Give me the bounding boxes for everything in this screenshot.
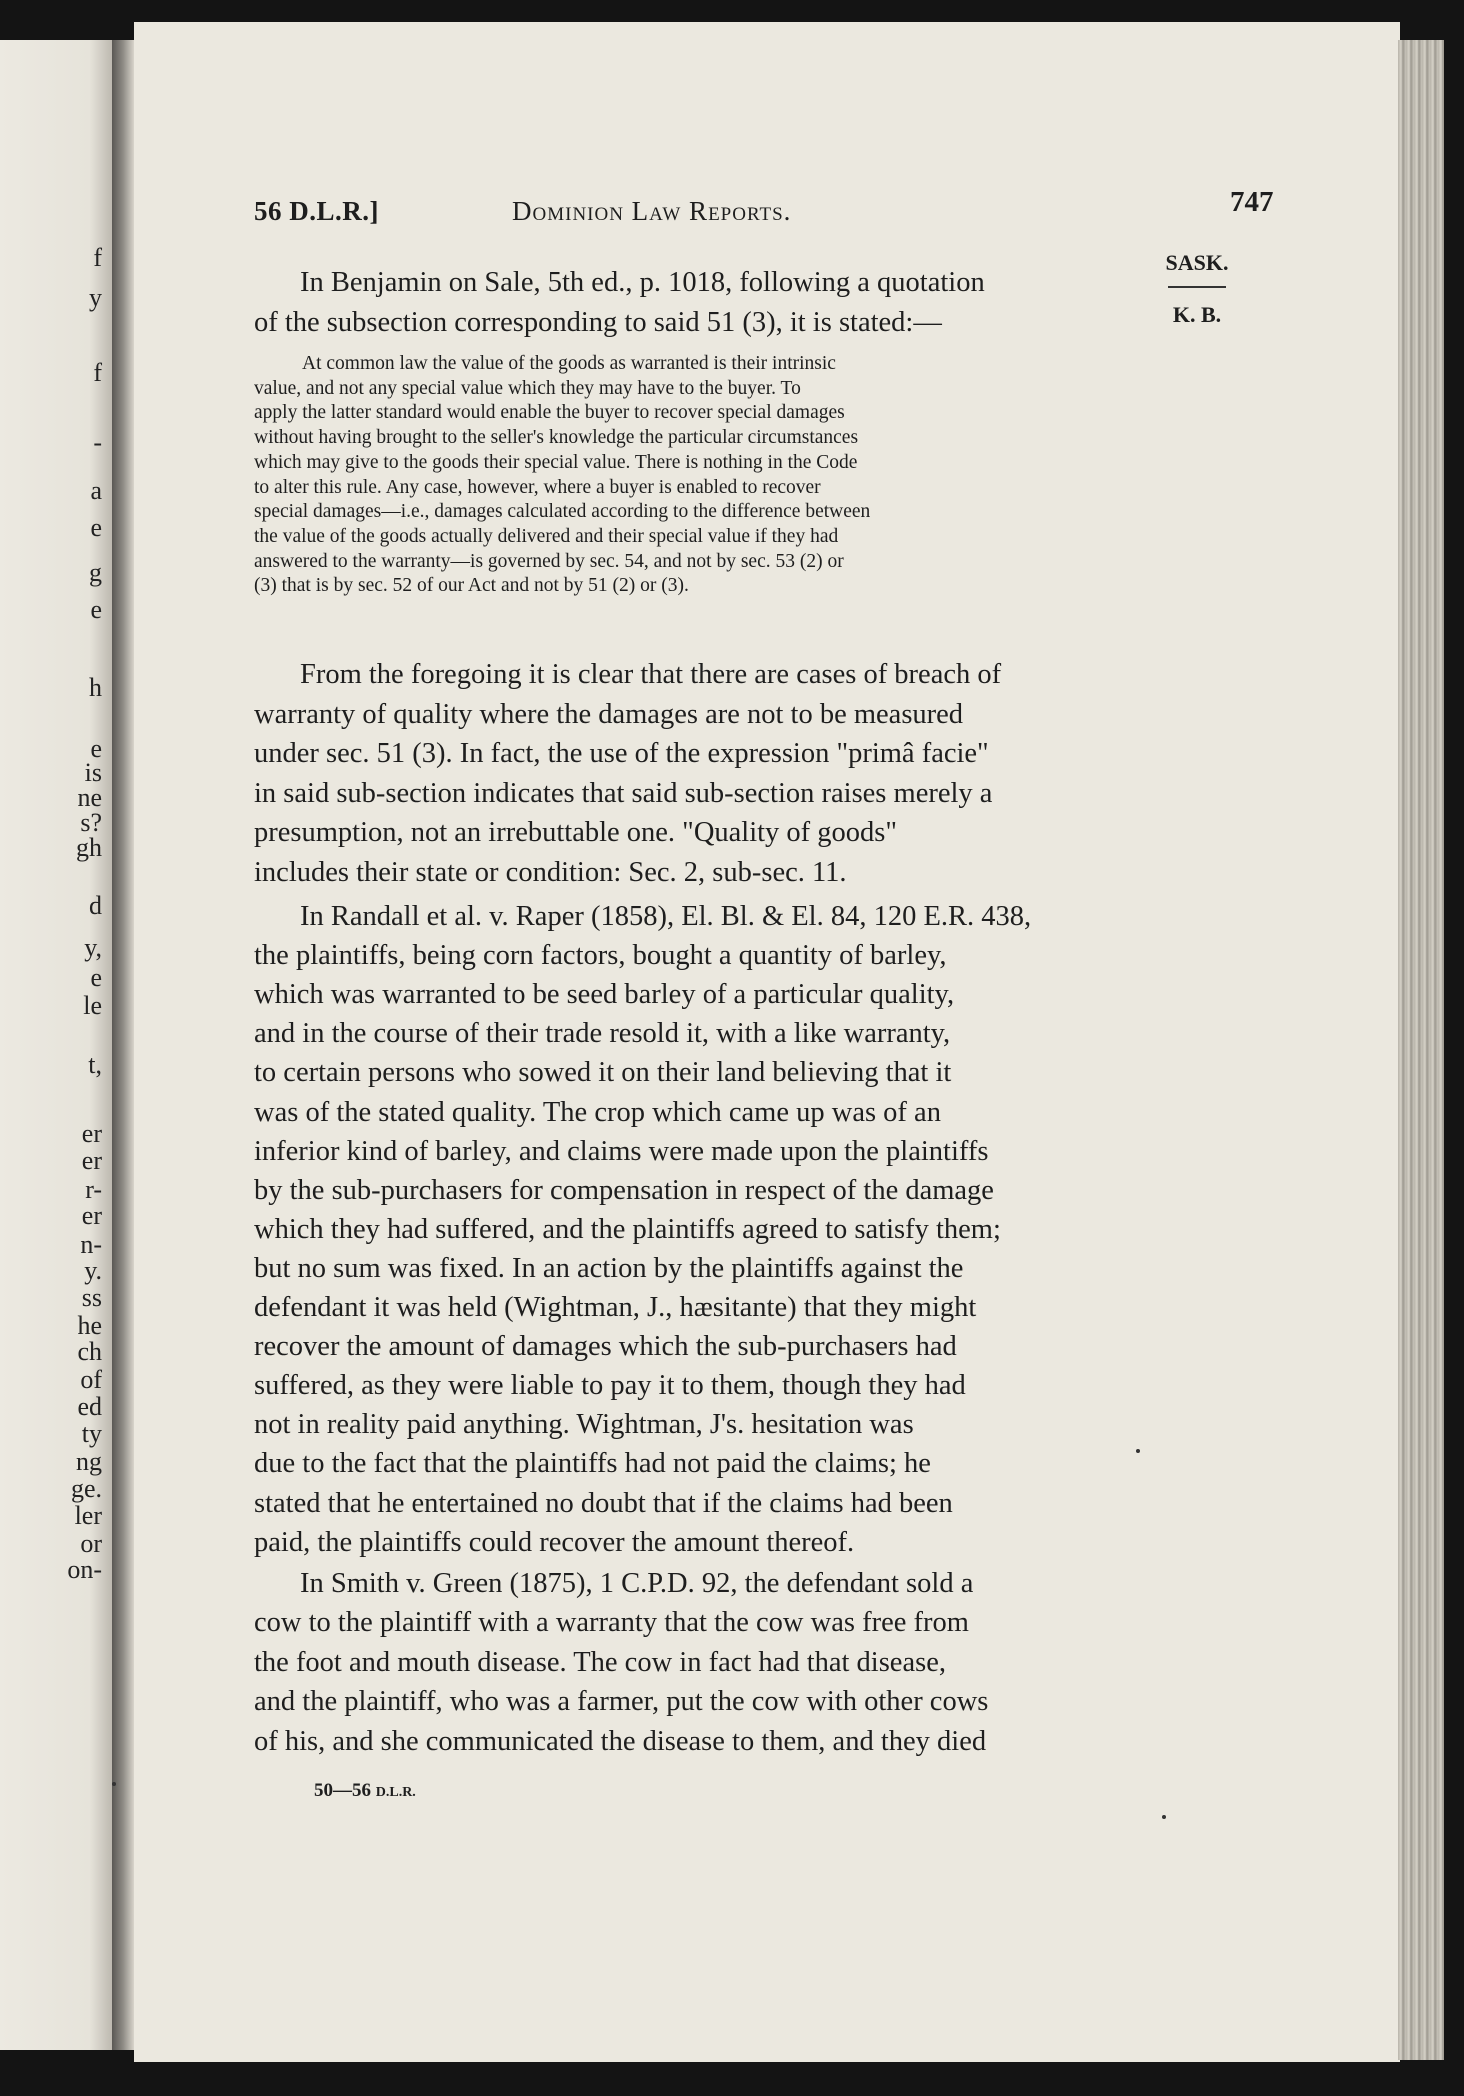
- left-page-fragment: s?: [80, 808, 102, 837]
- side-note-rule: [1168, 286, 1226, 288]
- text-line: presumption, not an irrebuttable one. "Quality of goods": [254, 817, 898, 849]
- text-line: of the subsection corresponding to said 51 (3), it is stated:—: [254, 307, 942, 338]
- text-line: the foot and mouth disease. The cow in fact had that disease,: [254, 1646, 946, 1678]
- text-line: cow to the plaintiff with a warranty that the cow was free from: [254, 1607, 969, 1639]
- signature-number: 50—56: [314, 1780, 371, 1801]
- page-title: Dominion Law Reports.: [512, 196, 792, 226]
- left-page-fragment: y: [89, 283, 102, 312]
- text-line: In Smith v. Green (1875), 1 C.P.D. 92, the defendant sold a: [300, 1568, 974, 1599]
- left-page-margin: [0, 40, 112, 2050]
- signature-mark: [314, 1780, 416, 1802]
- left-page-fragment: ne: [77, 783, 102, 812]
- left-page-fragment: ng: [76, 1447, 102, 1476]
- text-line: From the foregoing it is clear that there are cases of breach of: [300, 659, 1002, 690]
- side-note-court: K. B.: [1172, 302, 1222, 327]
- text-line: the value of the goods actually delivered and their special value if they had: [254, 525, 839, 547]
- left-page-fragment: ch: [77, 1337, 102, 1366]
- left-page-fragment: e: [90, 595, 102, 624]
- text-line: stated that he entertained no doubt that if the claims had been: [254, 1487, 953, 1519]
- text-line: but no sum was fixed. In an action by the plaintiffs against the: [254, 1252, 964, 1284]
- text-line: not in reality paid anything. Wightman, J's. hesitation was: [254, 1409, 914, 1441]
- text-line: defendant it was held (Wightman, J., hæsitante) that they might: [254, 1292, 977, 1323]
- left-page-fragment: h: [89, 673, 102, 702]
- left-page-fragment: -: [93, 428, 102, 457]
- left-page-fragment: ge.: [70, 1474, 102, 1503]
- left-page-fragment: y,: [84, 933, 102, 962]
- left-page-fragment: e: [90, 963, 102, 992]
- signature-abbr: D.L.R.: [375, 1785, 416, 1800]
- left-page-fragment: er: [81, 1146, 102, 1175]
- text-line: due to the fact that the plaintiffs had not paid the claims; he: [254, 1448, 931, 1480]
- page-edges: [1398, 40, 1444, 2060]
- text-line: which may give to the goods their special value. There is nothing in the Code: [254, 451, 858, 473]
- left-page-fragment: t,: [88, 1050, 102, 1079]
- left-page-fragment: is: [84, 758, 102, 787]
- left-page-fragment: he: [77, 1311, 102, 1340]
- text-line: (3) that is by sec. 52 of our Act and not by 51 (2) or (3).: [254, 575, 689, 597]
- left-page-fragment: e: [90, 513, 102, 542]
- page-number: 747: [1230, 186, 1274, 218]
- text-line: inferior kind of barley, and claims were made upon the plaintiffs: [254, 1135, 989, 1167]
- left-page-fragment: a: [90, 476, 102, 505]
- speck: [112, 1782, 116, 1786]
- left-page-fragment: on-: [67, 1555, 102, 1584]
- side-note-province: SASK.: [1165, 250, 1229, 275]
- left-page-fragment: er: [81, 1201, 102, 1230]
- text-line: recover the amount of damages which the sub-purchasers had: [254, 1331, 957, 1363]
- text-line: which they had suffered, and the plaintiffs agreed to satisfy them;: [254, 1213, 1001, 1245]
- left-page-fragment: or: [80, 1529, 102, 1558]
- text-line: suffered, as they were liable to pay it to them, though they had: [254, 1370, 966, 1402]
- text-line: answered to the warranty—is governed by sec. 54, and not by sec. 53 (2) or: [254, 550, 844, 572]
- text-line: includes their state or condition: Sec. 2, sub-sec. 11.: [254, 857, 847, 888]
- left-page-fragment: f: [93, 243, 102, 272]
- text-line: apply the latter standard would enable the buyer to recover special damages: [254, 402, 845, 424]
- volume-reference: 56 D.L.R.]: [254, 196, 379, 226]
- text-line: At common law the value of the goods as warranted is their intrinsic: [302, 353, 836, 374]
- text-line: value, and not any special value which they may have to the buyer. To: [254, 377, 801, 399]
- text-line: to certain persons who sowed it on their land believing that it: [254, 1057, 952, 1089]
- text-line: paid, the plaintiffs could recover the amount thereof.: [254, 1526, 855, 1558]
- left-page-fragment: of: [80, 1365, 102, 1394]
- left-page-fragment: f: [93, 358, 102, 387]
- text-line: and the plaintiff, who was a farmer, put the cow with other cows: [254, 1686, 989, 1718]
- left-page-fragment: y.: [84, 1256, 102, 1285]
- speck: [1162, 1815, 1166, 1819]
- left-page-fragment: le: [83, 991, 102, 1020]
- left-page-fragment: ed: [77, 1392, 102, 1421]
- left-page-fragment: ty: [81, 1419, 102, 1448]
- text-line: under sec. 51 (3). In fact, the use of the expression "primâ facie": [254, 738, 989, 770]
- text-line: was of the stated quality. The crop which came up was of an: [254, 1096, 941, 1128]
- text-line: warranty of quality where the damages are not to be measured: [254, 698, 964, 730]
- text-line: of his, and she communicated the disease to them, and they died: [254, 1725, 987, 1757]
- left-page-fragment: ss: [81, 1283, 102, 1312]
- book-gutter: [112, 40, 134, 2050]
- text-line: without having brought to the seller's knowledge the particular circumstances: [254, 427, 859, 449]
- text-line: In Randall et al. v. Raper (1858), El. Bl. & El. 84, 120 E.R. 438,: [300, 901, 1032, 932]
- left-page-fragment: n-: [80, 1230, 102, 1259]
- left-page-fragment: g: [89, 558, 102, 587]
- text-line: special damages—i.e., damages calculated according to the difference between: [254, 501, 871, 523]
- left-page-fragment: d: [89, 891, 102, 920]
- left-page-fragment: er: [81, 1119, 102, 1148]
- speck: [1136, 1449, 1140, 1453]
- text-line: in said sub-section indicates that said sub-section raises merely a: [254, 777, 993, 809]
- left-page-fragment: r-: [85, 1175, 102, 1204]
- left-page-fragment: gh: [76, 833, 102, 862]
- left-page-fragment: e: [90, 734, 102, 763]
- left-page-fragment: ler: [74, 1501, 102, 1530]
- text-line: which was warranted to be seed barley of a particular quality,: [254, 979, 955, 1011]
- text-line: In Benjamin on Sale, 5th ed., p. 1018, following a quotation: [300, 267, 985, 298]
- text-line: to alter this rule. Any case, however, where a buyer is enabled to recover: [254, 476, 821, 498]
- text-line: and in the course of their trade resold it, with a like warranty,: [254, 1018, 951, 1050]
- text-line: the plaintiffs, being corn factors, bought a quantity of barley,: [254, 940, 947, 972]
- text-line: by the sub-purchasers for compensation in respect of the damage: [254, 1174, 994, 1206]
